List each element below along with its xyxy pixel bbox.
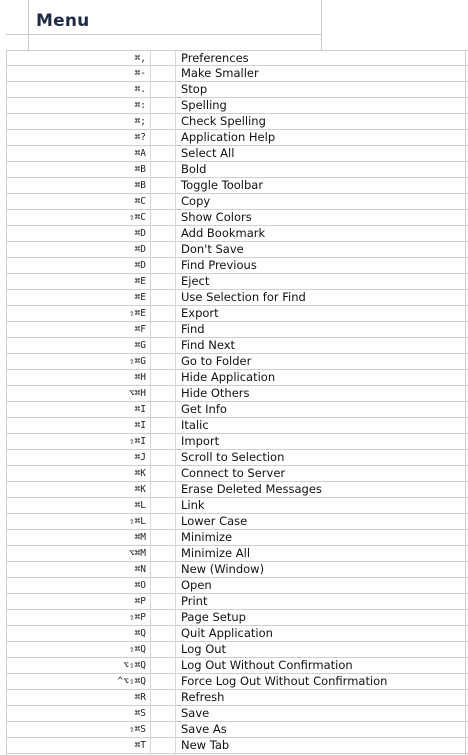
shortcut-keys: ⌥⌘H [128,388,146,399]
shortcut-action: Find Previous [181,258,257,272]
column-divider [175,482,176,497]
column-divider [175,306,176,321]
shortcut-action: New (Window) [181,562,265,576]
column-divider [175,738,176,753]
column-divider [150,546,151,561]
column-divider [150,114,151,129]
column-divider [175,450,176,465]
shortcut-action: Export [181,306,219,320]
column-divider [175,194,176,209]
table-row [6,418,468,434]
shortcut-action: Log Out [181,642,227,656]
shortcut-keys: ⇧⌘C [128,212,146,223]
shortcut-table [6,50,468,754]
shortcut-action: Open [181,578,212,592]
shortcut-action: Toggle Toolbar [181,178,264,192]
shortcut-keys: ⌘P [134,596,146,607]
table-row [6,658,468,674]
shortcut-action: Find Next [181,338,236,352]
table-row [6,162,468,178]
column-divider [175,242,176,257]
shortcut-action: Stop [181,82,208,96]
shortcut-keys: ⌘H [134,372,146,383]
column-divider [150,562,151,577]
shortcut-keys: ⌘. [134,84,146,95]
table-row [6,546,468,562]
shortcut-action: Minimize [181,530,233,544]
shortcut-action: Connect to Server [181,466,286,480]
column-divider [175,434,176,449]
shortcut-action: Erase Deleted Messages [181,482,322,496]
shortcut-keys: ⌘- [134,68,146,79]
table-row [6,290,468,306]
column-divider [175,354,176,369]
shortcut-keys: ⌘O [134,580,146,591]
shortcut-keys: ⇧⌘L [128,516,146,527]
table-row [6,578,468,594]
table-row [6,738,468,754]
shortcut-action: Import [181,434,220,448]
column-divider [175,498,176,513]
column-divider [150,274,151,289]
header-rule [6,34,321,35]
table-row [6,258,468,274]
column-divider [175,290,176,305]
column-divider [175,546,176,561]
shortcut-action: New Tab [181,738,230,752]
column-divider [175,162,176,177]
column-divider [150,306,151,321]
column-divider [150,210,151,225]
shortcut-action: Show Colors [181,210,252,224]
table-row [6,674,468,690]
column-divider [150,194,151,209]
shortcut-action: Print [181,594,208,608]
column-divider [150,530,151,545]
column-divider [175,578,176,593]
column-divider [150,338,151,353]
column-divider [175,658,176,673]
shortcut-keys: ⌘K [134,484,146,495]
shortcut-keys: ⇧⌘G [128,356,146,367]
table-row [6,306,468,322]
shortcut-keys: ⌘A [134,148,146,159]
table-row [6,146,468,162]
table-row [6,482,468,498]
column-divider [175,402,176,417]
column-divider [150,738,151,753]
shortcut-action: Go to Folder [181,354,252,368]
table-row [6,354,468,370]
shortcut-keys: ⌘F [134,324,146,335]
shortcut-keys: ⌘D [134,228,146,239]
shortcut-action: Scroll to Selection [181,450,285,464]
table-row [6,562,468,578]
column-divider [150,51,151,66]
table-row [6,514,468,530]
shortcut-action: Select All [181,146,235,160]
table-row [6,114,468,130]
table-row [6,226,468,242]
shortcut-action: Link [181,498,205,512]
table-row [6,642,468,658]
shortcut-action: Save [181,706,210,720]
table-row [6,242,468,258]
table-row [6,210,468,226]
column-divider [150,674,151,689]
shortcut-action: Bold [181,162,207,176]
shortcut-action: Refresh [181,690,225,704]
shortcut-action: Spelling [181,98,227,112]
column-divider [150,690,151,705]
column-divider [150,386,151,401]
table-row [6,434,468,450]
shortcut-keys: ⌘D [134,260,146,271]
shortcut-action: Log Out Without Confirmation [181,658,353,672]
column-divider [150,450,151,465]
column-divider [175,370,176,385]
column-divider [150,178,151,193]
table-row [6,530,468,546]
table-row [6,722,468,738]
column-divider [175,626,176,641]
column-divider [150,322,151,337]
table-row [6,450,468,466]
table-row [6,178,468,194]
shortcut-keys: ⇧⌘P [128,612,146,623]
shortcut-action: Hide Others [181,386,250,400]
shortcut-keys: ⇧⌘I [128,436,146,447]
column-divider [150,610,151,625]
column-divider [175,562,176,577]
shortcut-keys: ⌘D [134,244,146,255]
column-divider [175,146,176,161]
column-divider [175,386,176,401]
column-divider [175,418,176,433]
header-divider-right [321,0,322,50]
shortcut-keys: ⌘G [134,340,146,351]
shortcut-keys: ⌘I [134,404,146,415]
shortcut-action: Hide Application [181,370,276,384]
column-divider [175,274,176,289]
shortcut-action: Save As [181,722,227,736]
column-divider [175,114,176,129]
column-divider [150,658,151,673]
column-divider [150,290,151,305]
column-divider [175,338,176,353]
shortcut-keys: ⌥⇧⌘Q [123,660,146,671]
column-divider [150,626,151,641]
shortcut-action: Make Smaller [181,66,259,80]
shortcut-action: Eject [181,274,210,288]
column-divider [175,514,176,529]
column-divider [175,530,176,545]
shortcut-keys: ⌘B [134,164,146,175]
column-divider [150,594,151,609]
shortcut-keys: ⌘E [134,276,146,287]
column-divider [150,130,151,145]
column-divider [150,66,151,81]
shortcut-action: Check Spelling [181,114,266,128]
column-divider [150,98,151,113]
table-row [6,610,468,626]
shortcut-keys: ⌘I [134,420,146,431]
column-divider [150,466,151,481]
page-title: Menu [36,11,90,31]
shortcut-action: Page Setup [181,610,246,624]
column-divider [175,322,176,337]
column-divider [175,98,176,113]
column-divider [150,226,151,241]
column-divider [175,226,176,241]
table-row [6,338,468,354]
shortcut-keys: ⌘Q [134,628,146,639]
column-divider [175,706,176,721]
column-divider [150,402,151,417]
column-divider [175,130,176,145]
shortcut-keys: ⌘C [134,196,146,207]
column-divider [175,178,176,193]
shortcut-action: Find [181,322,205,336]
shortcut-keys: ^⌥⇧⌘Q [117,676,146,687]
column-divider [175,210,176,225]
column-divider [175,82,176,97]
shortcut-action: Get Info [181,402,227,416]
column-divider [150,722,151,737]
shortcut-action: Don't Save [181,242,244,256]
shortcut-action: Use Selection for Find [181,290,306,304]
shortcut-keys: ⌘K [134,468,146,479]
column-divider [175,690,176,705]
shortcut-action: Application Help [181,130,276,144]
table-row [6,194,468,210]
column-divider [175,722,176,737]
shortcut-keys: ⌘J [134,452,146,463]
shortcut-action: Preferences [181,51,249,65]
column-divider [150,258,151,273]
shortcut-keys: ⌘E [134,292,146,303]
table-row [6,130,468,146]
table-row [6,402,468,418]
column-divider [150,82,151,97]
column-divider [150,146,151,161]
shortcut-keys: ⌘S [134,708,146,719]
table-row [6,322,468,338]
table-row [6,50,468,66]
shortcut-keys: ⇧⌘E [128,308,146,319]
shortcut-keys: ⌘; [134,116,146,127]
shortcut-action: Add Bookmark [181,226,266,240]
column-divider [150,482,151,497]
shortcut-keys: ⌘B [134,180,146,191]
shortcut-keys: ⇧⌘S [128,724,146,735]
column-divider [175,466,176,481]
table-row [6,82,468,98]
table-row [6,626,468,642]
column-divider [150,162,151,177]
column-divider [150,242,151,257]
table-row [6,386,468,402]
shortcut-action: Lower Case [181,514,248,528]
shortcut-keys: ⌘R [134,692,146,703]
shortcut-keys: ⌘: [134,100,146,111]
table-row [6,466,468,482]
shortcut-keys: ⌘M [134,532,146,543]
shortcut-action: Italic [181,418,209,432]
column-divider [175,66,176,81]
table-row [6,98,468,114]
shortcut-keys: ⌘? [134,132,146,143]
table-row [6,274,468,290]
shortcut-keys: ⌘L [134,500,146,511]
column-divider [150,642,151,657]
shortcut-keys: ⌘, [134,53,146,64]
shortcut-action: Force Log Out Without Confirmation [181,674,388,688]
column-divider [175,258,176,273]
column-divider [175,51,176,66]
column-divider [175,642,176,657]
shortcut-action: Quit Application [181,626,273,640]
shortcut-action: Minimize All [181,546,251,560]
table-row [6,690,468,706]
column-divider [150,514,151,529]
column-divider [175,610,176,625]
shortcut-action: Copy [181,194,211,208]
table-row [6,706,468,722]
column-divider [150,498,151,513]
column-divider [150,370,151,385]
column-divider [150,578,151,593]
column-divider [175,674,176,689]
column-divider [150,354,151,369]
column-divider [150,706,151,721]
table-row [6,594,468,610]
shortcut-keys: ⌘T [134,740,146,751]
header-divider-left [28,0,29,50]
shortcut-keys: ⌥⌘M [128,548,146,559]
shortcut-keys: ⇧⌘Q [128,644,146,655]
column-divider [150,434,151,449]
shortcut-keys: ⌘N [134,564,146,575]
column-divider [150,418,151,433]
column-divider [175,594,176,609]
table-row [6,370,468,386]
table-row [6,66,468,82]
table-row [6,498,468,514]
